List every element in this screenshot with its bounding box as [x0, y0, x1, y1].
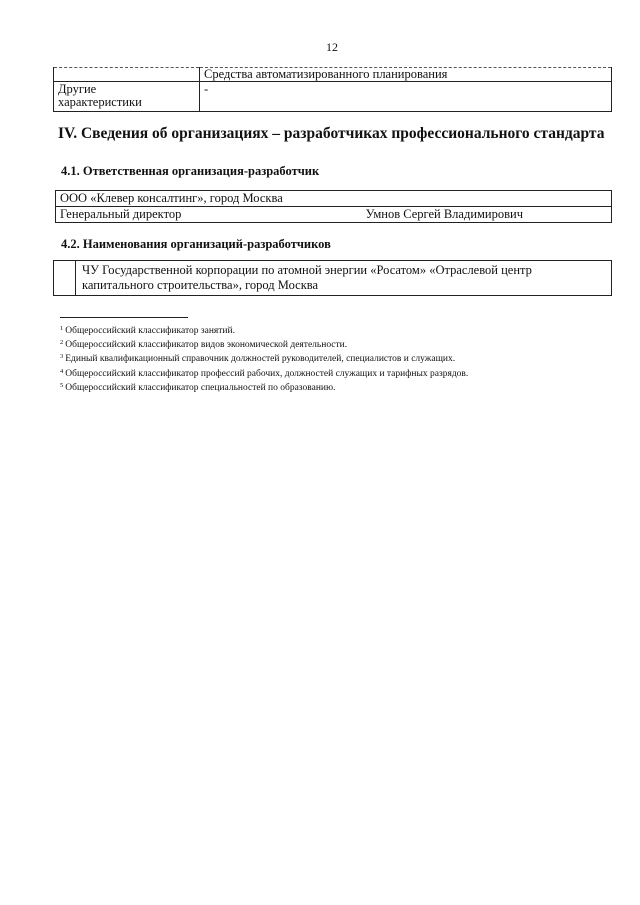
footnotes: [60, 323, 620, 394]
row-number-cell: [54, 261, 76, 296]
signatory-row: [60, 207, 607, 222]
page-number: 12: [326, 40, 338, 54]
label-line: Другие: [58, 82, 97, 96]
signatory-position: Генеральный директор: [60, 207, 182, 221]
subsection-heading: 4.2. Наименования организаций-разработчиков: [61, 237, 331, 251]
org-name-cell: ООО «Клевер консалтинг», город Москва: [56, 191, 612, 207]
responsible-org-table: [55, 190, 612, 223]
footnote-text: Единый квалификационный справочник должностей руководителей, специалистов и служащих.: [65, 354, 456, 365]
footnote: [60, 366, 620, 380]
footnote-mark: 4: [60, 367, 64, 375]
table-cell-value: -: [200, 82, 612, 112]
footnote-text: Общероссийский классификатор профессий рабочих, должностей служащих и тарифных разрядов.: [65, 368, 469, 379]
table-row: [54, 68, 612, 82]
table-cell-label: [54, 68, 200, 82]
footnote: [60, 380, 620, 394]
footnote-mark: 5: [60, 381, 64, 389]
footnote: [60, 351, 620, 365]
footnote-text: Общероссийский классификатор видов экономической деятельности.: [65, 340, 348, 351]
table-cell-value: Средства автоматизированного планирования: [200, 68, 612, 82]
table-row: [56, 191, 612, 207]
developer-name-line: капитального строительства», город Москва: [82, 278, 319, 292]
table-cell-label: [54, 82, 200, 112]
table-row: [56, 207, 612, 223]
footnote-mark: 1: [60, 325, 64, 332]
table-row: [54, 261, 612, 296]
org-signatory-cell: [56, 207, 612, 223]
developer-name-cell: [76, 261, 612, 296]
footnote: [60, 337, 620, 351]
label-line: характеристики: [58, 95, 142, 109]
footnote-text: Общероссийский классификатор специальностей по образованию.: [65, 382, 336, 393]
footnote-text: Общероссийский классификатор занятий.: [65, 326, 235, 336]
subsection-heading: 4.1. Ответственная организация-разработчик: [61, 164, 320, 178]
characteristics-table: [53, 67, 612, 112]
section-heading: IV. Сведения об организациях – разработчиках профессионального стандарта: [58, 125, 605, 142]
footnote-separator: [60, 317, 188, 318]
developer-name-line: ЧУ Государственной корпорации по атомной энергии «Росатом» «Отраслевой центр: [82, 263, 532, 277]
footnote-mark: 3: [60, 353, 64, 361]
signatory-name: Умнов Сергей Владимирович: [365, 207, 523, 221]
table-row: [54, 82, 612, 112]
footnote-mark: 2: [60, 339, 64, 347]
developers-table: [53, 260, 612, 296]
footnote: [60, 323, 620, 337]
